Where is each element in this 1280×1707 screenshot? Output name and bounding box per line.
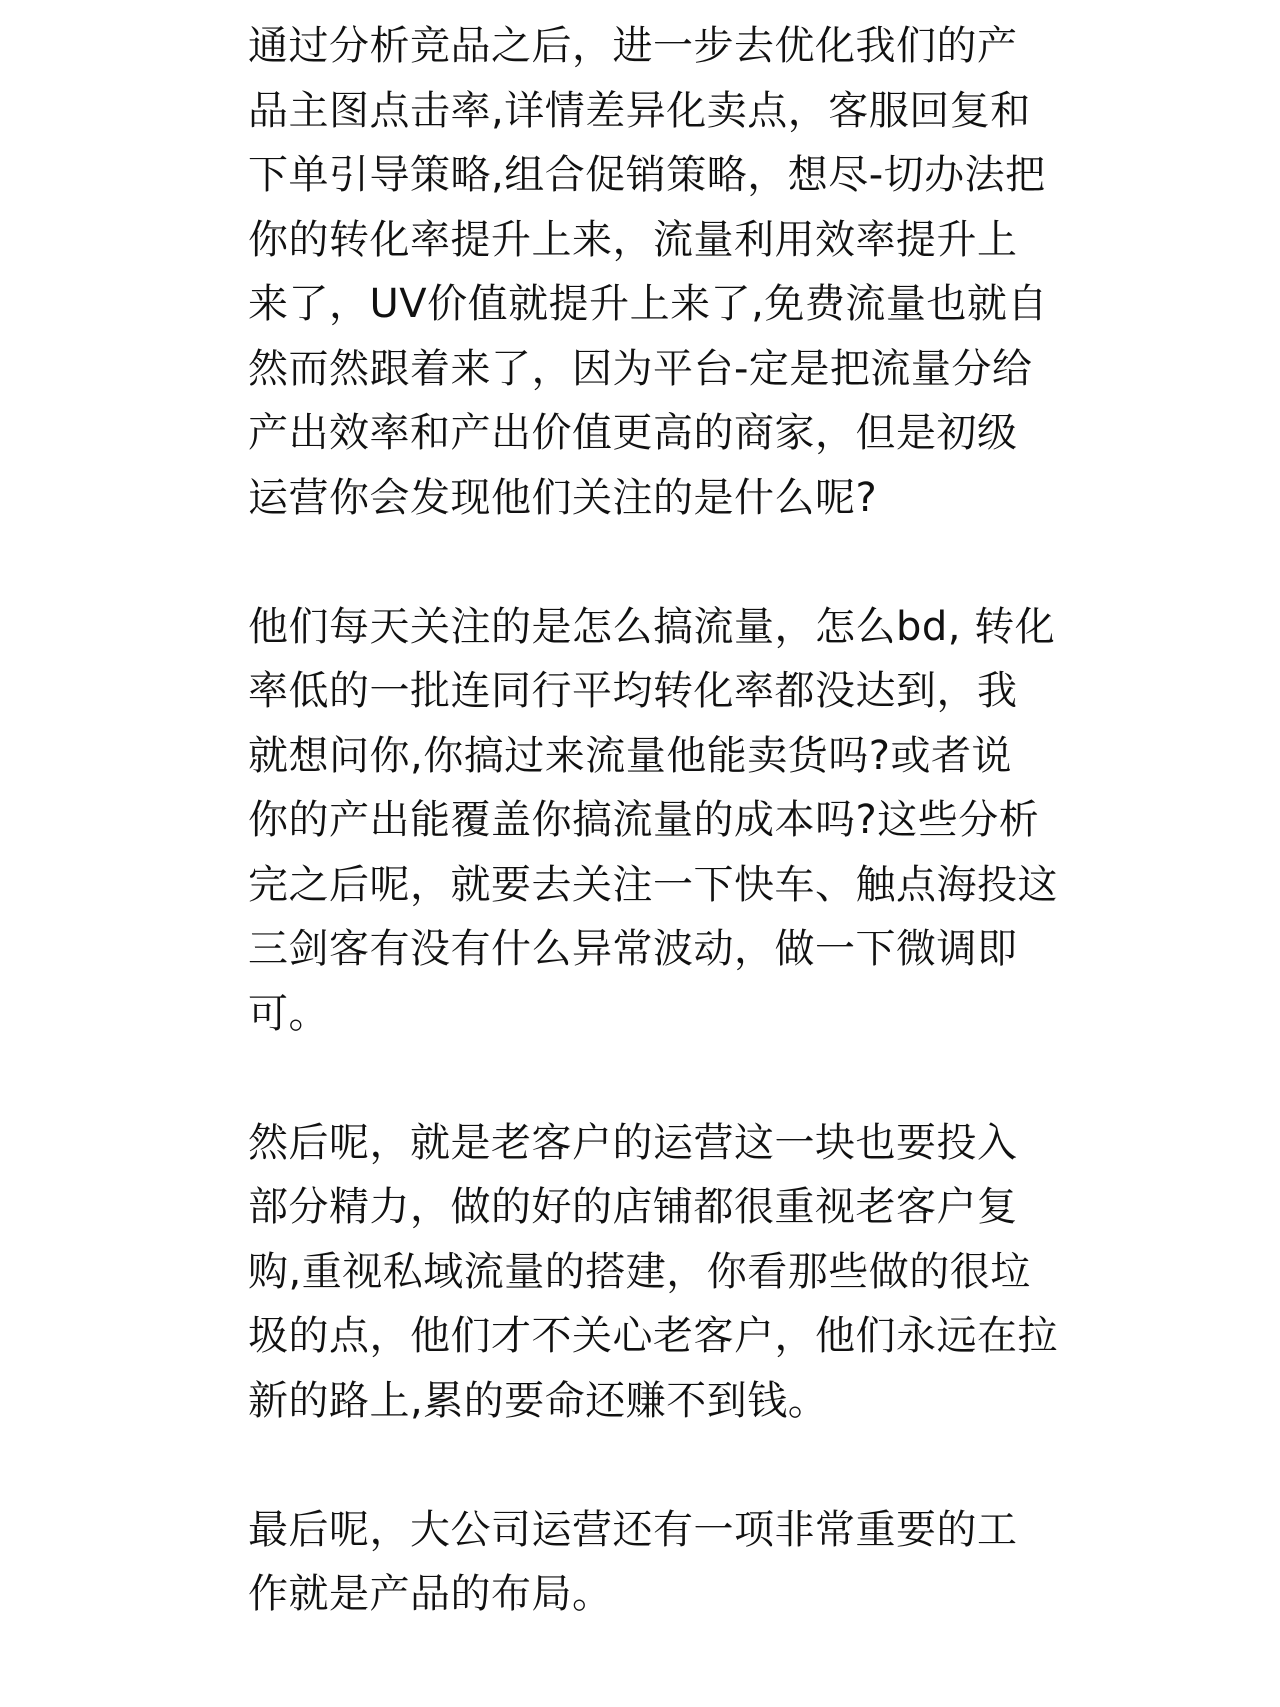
text-line: 品主图点击率,详情差异化卖点，客服回复和 — [248, 87, 1031, 134]
text-line: 可。 — [248, 990, 329, 1037]
text-line: 通过分析竞品之后，进一步去优化我们的产 — [248, 23, 1018, 69]
text-line: 来了，UV价值就提升上来了,免费流量也就自 — [248, 281, 1048, 327]
text-line: 率低的一批连同行平均转化率都没达到，我 — [248, 668, 1018, 714]
text-line: 完之后呢，就要去关注一下快车、触点海投这 — [248, 861, 1058, 908]
text-line: 下单引导策略,组合促销策略，想尽-切办法把 — [248, 152, 1046, 198]
text-line: 他们每天关注的是怎么搞流量，怎么bd, 转化 — [248, 603, 1056, 650]
text-line: 你的产出能覆盖你搞流量的成本吗?这些分析 — [248, 797, 1040, 843]
paragraph-spacer — [248, 1046, 1048, 1111]
text-line: 作就是产品的布局。 — [248, 1571, 613, 1617]
text-line: 最后呢，大公司运营还有一项非常重要的工 — [248, 1506, 1018, 1553]
text-line: 新的路上,累的要命还赚不到钱。 — [248, 1377, 829, 1424]
text-line: 部分精力，做的好的店铺都很重视老客户复 — [248, 1184, 1018, 1230]
paragraph-spacer — [248, 1433, 1048, 1498]
text-line: 然而然跟着来了，因为平台-定是把流量分给 — [248, 345, 1033, 392]
paragraph-1 — [248, 14, 1048, 530]
paragraph-2 — [248, 595, 1058, 1047]
paragraph-spacer — [248, 530, 1048, 595]
text-line: 就想问你,你搞过来流量他能卖货吗?或者说 — [248, 732, 1012, 779]
text-line: 你的转化率提升上来，流量利用效率提升上 — [248, 216, 1018, 263]
text-line: 三剑客有没有什么异常波动，做一下微调即 — [248, 926, 1018, 972]
text-line: 然后呢，就是老客户的运营这一块也要投入 — [248, 1119, 1018, 1166]
paragraph-3 — [248, 1111, 1058, 1434]
paragraph-4 — [248, 1498, 1048, 1627]
text-line: 圾的点，他们才不关心老客户，他们永远在拉 — [248, 1313, 1058, 1359]
article-body — [248, 14, 1058, 1627]
text-line: 运营你会发现他们关注的是什么呢? — [248, 474, 878, 521]
text-line: 购,重视私域流量的搭建，你看那些做的很垃 — [248, 1248, 1031, 1295]
text-line: 产出效率和产出价值更高的商家，但是初级 — [248, 410, 1018, 456]
